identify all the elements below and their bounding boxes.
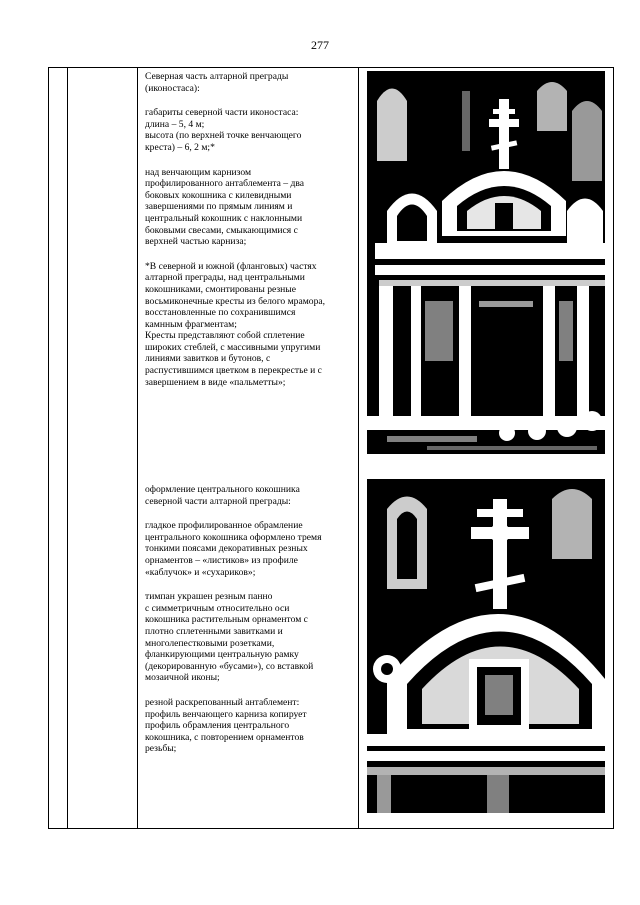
entablature-paragraph: резной раскрепованный антаблемент: профиль венчающего карниза копирует профиль обрамления центрального кокошника, с повторением орнаментов резьбы; <box>145 696 307 755</box>
column-divider <box>67 68 68 828</box>
crosses-paragraph: *В северной и южной (фланговых) частях алтарной преграды, над центральными кокошниками, смонтированы резные восьмиконечные кресты из белого мрамора, восстановленные по сохранившимся камнным фрагментам; Кресты представляют собой сплетение широкиx стеблей, с массивными упругими линиями завитков и бутонов, с распустившимся цветком в перекрестье и с завершением в виде «пальметты»; <box>145 260 326 388</box>
dimensions-paragraph: габариты северной части иконостаса: длина – 5, 4 м; высота (по верхней точке венчающего креста) – 6, 2 м;* <box>145 107 302 153</box>
description-block-central-kokoshnik <box>145 484 355 768</box>
heading-paragraph: оформление центрального кокошника северной части алтарной преграды: <box>145 484 300 507</box>
heading-paragraph: Северная часть алтарной преграды (иконостаса): <box>145 71 289 94</box>
central-kokoshnik-photo-drawing <box>367 479 605 813</box>
column-divider <box>137 68 138 828</box>
column-divider <box>358 68 359 828</box>
kokoshnik-paragraph: над венчающим карнизом профилированного антаблемента – два боковых кокошника с килевидными завершениями по прямым линиям и центральный кокошник с наклонными боковыми свесами, смыкающимися с верхней частью карниза; <box>145 166 305 248</box>
document-table <box>48 67 614 829</box>
tympanum-paragraph: тимпан украшен резным панно с симметричным относительно оси кокошника растительным орнаментом с плотно сплетенными завитками и многолепестковыми розетками, фланкирующими центральную рамку (декорированную «бусами»), со вставкой мозаичной иконы; <box>145 591 314 684</box>
frame-paragraph: гладкое профилированное обрамление центрального кокошника оформлено тремя тонкими поясами декоративных резных орнаментов – «листиков» из профиле «каблучок» и «сухариков»; <box>145 520 322 578</box>
iconostasis-photo <box>367 71 605 454</box>
central-kokoshnik-photo <box>367 479 605 813</box>
description-block-north-part <box>145 71 355 401</box>
page-number: 277 <box>311 38 329 52</box>
iconostasis-photo-drawing <box>367 71 605 454</box>
